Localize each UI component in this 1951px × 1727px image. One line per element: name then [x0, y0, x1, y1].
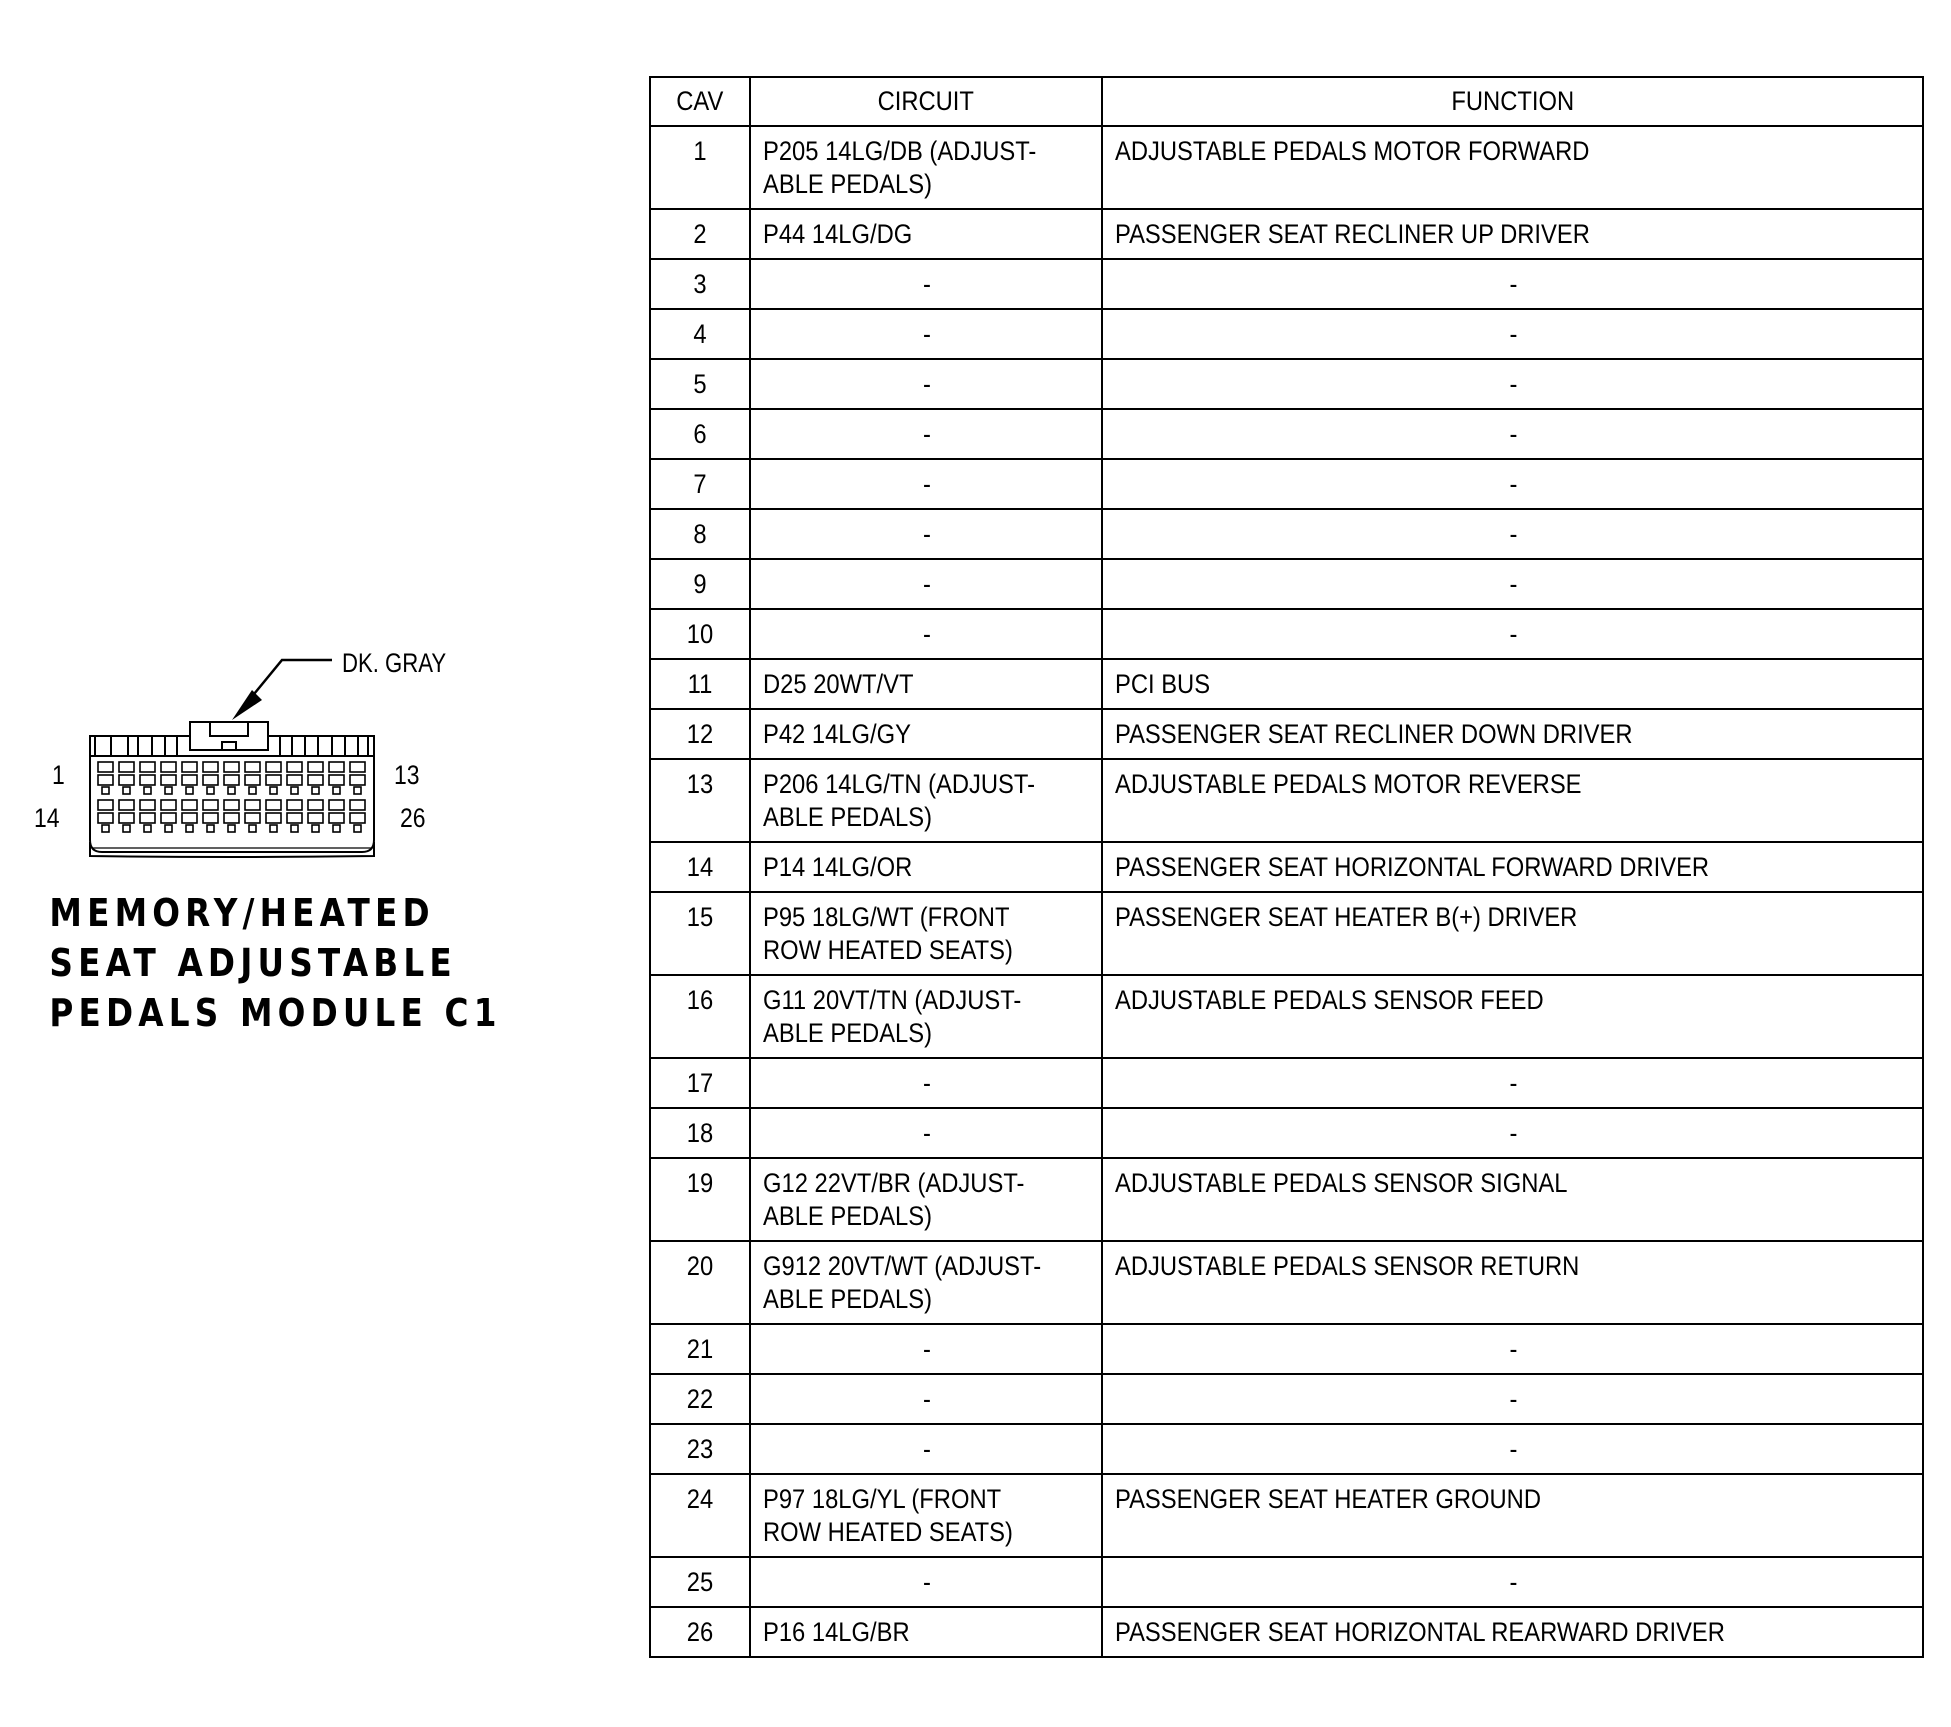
cavity-latch	[186, 787, 193, 794]
callout-arrow-head	[232, 690, 262, 720]
cell-circuit	[750, 1474, 1102, 1557]
cell-circuit	[750, 126, 1102, 209]
function-text: PASSENGER SEAT HEATER B(+) DRIVER	[1115, 902, 1578, 932]
circuit-text: -	[923, 269, 931, 299]
table-row	[650, 759, 1923, 842]
pin-label-bottom-right: 26	[400, 803, 426, 833]
cavity	[329, 813, 344, 823]
cavity	[161, 800, 176, 810]
cavity	[119, 800, 134, 810]
connector-title-line-2: SEAT ADJUSTABLE	[49, 941, 457, 985]
cell-cav	[650, 309, 750, 359]
function-text: -	[1509, 419, 1518, 449]
cell-circuit	[750, 1241, 1102, 1324]
function-text: ADJUSTABLE PEDALS SENSOR FEED	[1115, 985, 1544, 1015]
function-text: -	[1509, 1434, 1518, 1464]
cavity	[287, 775, 302, 785]
cell-function	[1102, 709, 1923, 759]
cavity	[182, 813, 197, 823]
cav-text: 1	[693, 136, 707, 166]
cell-cav	[650, 609, 750, 659]
cell-circuit	[750, 1108, 1102, 1158]
cell-circuit	[750, 359, 1102, 409]
function-text: -	[1509, 519, 1518, 549]
cell-function	[1102, 1158, 1923, 1241]
cav-text: 25	[686, 1567, 714, 1597]
cell-function	[1102, 842, 1923, 892]
cav-text: 17	[686, 1068, 714, 1098]
cavity	[245, 775, 260, 785]
cavity-latch	[144, 825, 151, 832]
circuit-text: P16 14LG/BR	[763, 1617, 910, 1647]
cell-function	[1102, 1474, 1923, 1557]
table-row	[650, 975, 1923, 1058]
function-text: ADJUSTABLE PEDALS SENSOR RETURN	[1115, 1251, 1580, 1281]
cell-cav	[650, 1374, 750, 1424]
pinout-table	[649, 76, 1924, 1658]
cavity-latch	[186, 825, 193, 832]
circuit-text: -	[923, 1434, 931, 1464]
cell-function	[1102, 259, 1923, 309]
cavity	[119, 775, 134, 785]
cavity	[140, 775, 155, 785]
cell-cav	[650, 759, 750, 842]
function-text: ADJUSTABLE PEDALS MOTOR REVERSE	[1115, 769, 1582, 799]
cell-cav	[650, 509, 750, 559]
cell-circuit	[750, 459, 1102, 509]
cell-cav	[650, 1474, 750, 1557]
cavity	[308, 813, 323, 823]
cell-function	[1102, 975, 1923, 1058]
circuit-text: P206 14LG/TN (ADJUST- ABLE PEDALS)	[763, 769, 1036, 832]
circuit-text: G12 22VT/BR (ADJUST- ABLE PEDALS)	[763, 1168, 1025, 1231]
circuit-text: P97 18LG/YL (FRONT ROW HEATED SEATS)	[763, 1484, 1013, 1547]
cavity-latch	[312, 787, 319, 794]
cavity	[350, 762, 365, 772]
cav-text: 15	[686, 902, 714, 932]
cav-text: 4	[693, 319, 707, 349]
circuit-text: -	[923, 1334, 931, 1364]
cav-text: 19	[686, 1168, 714, 1198]
cell-function	[1102, 359, 1923, 409]
header-circuit: CIRCUIT	[750, 77, 1102, 126]
function-text: -	[1509, 1334, 1518, 1364]
cavity-latch	[228, 787, 235, 794]
circuit-text: D25 20WT/VT	[763, 669, 914, 699]
cell-circuit	[750, 1424, 1102, 1474]
cav-text: 24	[686, 1484, 714, 1514]
function-text: -	[1509, 469, 1518, 499]
circuit-text: P44 14LG/DG	[763, 219, 913, 249]
table-row	[650, 509, 1923, 559]
cell-function	[1102, 1108, 1923, 1158]
cavity	[203, 762, 218, 772]
circuit-text: G912 20VT/WT (ADJUST- ABLE PEDALS)	[763, 1251, 1042, 1314]
cavity	[182, 762, 197, 772]
function-text: -	[1509, 319, 1518, 349]
table-row	[650, 309, 1923, 359]
cavity	[329, 800, 344, 810]
cell-function	[1102, 659, 1923, 709]
cavity	[182, 800, 197, 810]
function-text: -	[1509, 1068, 1518, 1098]
cavity	[224, 762, 239, 772]
cell-circuit	[750, 409, 1102, 459]
cell-cav	[650, 1241, 750, 1324]
cav-text: 9	[693, 569, 707, 599]
cavity	[140, 813, 155, 823]
cell-circuit	[750, 209, 1102, 259]
cell-cav	[650, 559, 750, 609]
cell-function	[1102, 459, 1923, 509]
cav-text: 6	[693, 419, 707, 449]
circuit-text: -	[923, 569, 931, 599]
cavity	[266, 762, 281, 772]
cav-text: 20	[686, 1251, 714, 1281]
cell-cav	[650, 892, 750, 975]
function-text: PASSENGER SEAT RECLINER DOWN DRIVER	[1115, 719, 1633, 749]
cavity	[308, 775, 323, 785]
circuit-text: -	[923, 1068, 931, 1098]
function-text: ADJUSTABLE PEDALS MOTOR FORWARD	[1115, 136, 1590, 166]
cell-circuit	[750, 609, 1102, 659]
cavity	[98, 775, 113, 785]
table-row	[650, 559, 1923, 609]
function-text: -	[1509, 1118, 1518, 1148]
cav-text: 2	[693, 219, 707, 249]
cell-circuit	[750, 892, 1102, 975]
cav-text: 21	[686, 1334, 714, 1364]
cell-function	[1102, 1324, 1923, 1374]
cavity	[350, 800, 365, 810]
table-row	[650, 1374, 1923, 1424]
cav-text: 8	[693, 519, 707, 549]
cavity	[224, 813, 239, 823]
circuit-text: -	[923, 1118, 931, 1148]
circuit-text: -	[923, 519, 931, 549]
cavity-latch	[354, 787, 361, 794]
cavity	[182, 775, 197, 785]
cavity-latch	[249, 787, 256, 794]
cell-cav	[650, 1424, 750, 1474]
connector-diagram	[0, 0, 640, 1100]
cav-text: 10	[686, 619, 714, 649]
cav-text: 13	[686, 769, 714, 799]
cavity-latch	[291, 787, 298, 794]
cav-text: 3	[693, 269, 707, 299]
cell-function	[1102, 609, 1923, 659]
cavity-latch	[291, 825, 298, 832]
cavity-latch	[333, 787, 340, 794]
function-text: -	[1509, 569, 1518, 599]
cavity	[161, 775, 176, 785]
cell-cav	[650, 359, 750, 409]
cav-text: 26	[686, 1617, 714, 1647]
table-row	[650, 1557, 1923, 1607]
cell-circuit	[750, 509, 1102, 559]
cell-cav	[650, 842, 750, 892]
cell-cav	[650, 659, 750, 709]
cell-circuit	[750, 709, 1102, 759]
cavity	[140, 762, 155, 772]
cell-circuit	[750, 759, 1102, 842]
cavity	[350, 813, 365, 823]
cell-function	[1102, 1241, 1923, 1324]
table-row	[650, 1108, 1923, 1158]
cell-function	[1102, 126, 1923, 209]
connector-color-label: DK. GRAY	[342, 648, 447, 678]
cell-function	[1102, 559, 1923, 609]
table-row	[650, 659, 1923, 709]
cell-circuit	[750, 1557, 1102, 1607]
cell-function	[1102, 409, 1923, 459]
cavity-latch	[165, 825, 172, 832]
cell-function	[1102, 509, 1923, 559]
function-text: ADJUSTABLE PEDALS SENSOR SIGNAL	[1115, 1168, 1568, 1198]
cavity	[245, 800, 260, 810]
circuit-text: P42 14LG/GY	[763, 719, 911, 749]
cavity	[98, 813, 113, 823]
cavity	[224, 775, 239, 785]
cell-function	[1102, 1424, 1923, 1474]
header-cav: CAV	[650, 77, 750, 126]
cavity	[98, 762, 113, 772]
cav-text: 12	[686, 719, 714, 749]
cavity-latch	[333, 825, 340, 832]
function-text: PASSENGER SEAT HORIZONTAL REARWARD DRIVER	[1115, 1617, 1725, 1647]
cav-text: 16	[686, 985, 714, 1015]
table-row	[650, 1058, 1923, 1108]
cav-text: 5	[693, 369, 707, 399]
function-text: PASSENGER SEAT HORIZONTAL FORWARD DRIVER	[1115, 852, 1710, 882]
pin-label-top-left: 1	[52, 760, 65, 790]
cell-circuit	[750, 1158, 1102, 1241]
function-text: -	[1509, 1567, 1518, 1597]
connector-title	[20, 888, 502, 1038]
connector-cavities	[98, 762, 365, 832]
cell-circuit	[750, 842, 1102, 892]
cell-circuit	[750, 975, 1102, 1058]
cell-circuit	[750, 1324, 1102, 1374]
table-row	[650, 1158, 1923, 1241]
table-row	[650, 359, 1923, 409]
cell-cav	[650, 1557, 750, 1607]
cell-function	[1102, 209, 1923, 259]
cell-function	[1102, 892, 1923, 975]
cavity	[287, 813, 302, 823]
cavity	[287, 762, 302, 772]
cavity	[245, 813, 260, 823]
cavity-latch	[102, 825, 109, 832]
table-body	[650, 126, 1923, 1657]
pin-label-top-right: 13	[394, 760, 420, 790]
cell-circuit	[750, 259, 1102, 309]
circuit-text: -	[923, 369, 931, 399]
cavity-latch	[312, 825, 319, 832]
cavity	[329, 762, 344, 772]
cavity	[266, 775, 281, 785]
cell-cav	[650, 1108, 750, 1158]
cavity-latch	[354, 825, 361, 832]
cell-circuit	[750, 1058, 1102, 1108]
cavity	[140, 800, 155, 810]
table-row	[650, 409, 1923, 459]
circuit-text: -	[923, 619, 931, 649]
circuit-text: P95 18LG/WT (FRONT ROW HEATED SEATS)	[763, 902, 1013, 965]
cavity	[119, 762, 134, 772]
table-header-row	[650, 77, 1923, 126]
cavity	[98, 800, 113, 810]
cavity	[266, 800, 281, 810]
circuit-text: -	[923, 469, 931, 499]
table-row	[650, 126, 1923, 209]
function-text: PASSENGER SEAT HEATER GROUND	[1115, 1484, 1542, 1514]
cell-circuit	[750, 1607, 1102, 1657]
cavity-latch	[270, 787, 277, 794]
cavity-latch	[123, 825, 130, 832]
table-row	[650, 1424, 1923, 1474]
table-row	[650, 1474, 1923, 1557]
cell-function	[1102, 1058, 1923, 1108]
table-row	[650, 842, 1923, 892]
cav-text: 11	[687, 669, 713, 699]
cell-function	[1102, 1374, 1923, 1424]
function-text: -	[1509, 369, 1518, 399]
table-row	[650, 459, 1923, 509]
cell-cav	[650, 126, 750, 209]
cavity	[203, 813, 218, 823]
cavity	[203, 775, 218, 785]
cavity	[119, 813, 134, 823]
cell-cav	[650, 1158, 750, 1241]
cav-text: 22	[686, 1384, 714, 1414]
cavity	[161, 762, 176, 772]
cav-text: 18	[686, 1118, 714, 1148]
cell-cav	[650, 259, 750, 309]
cell-function	[1102, 1607, 1923, 1657]
cell-function	[1102, 1557, 1923, 1607]
cavity	[350, 775, 365, 785]
cavity-latch	[144, 787, 151, 794]
cell-circuit	[750, 559, 1102, 609]
cell-cav	[650, 1607, 750, 1657]
table-row	[650, 1607, 1923, 1657]
cavity	[266, 813, 281, 823]
cavity	[287, 800, 302, 810]
function-text: -	[1509, 1384, 1518, 1414]
table-row	[650, 1324, 1923, 1374]
function-text: PCI BUS	[1115, 669, 1211, 699]
cell-circuit	[750, 659, 1102, 709]
circuit-text: G11 20VT/TN (ADJUST- ABLE PEDALS)	[763, 985, 1022, 1048]
cell-circuit	[750, 309, 1102, 359]
cell-cav	[650, 1324, 750, 1374]
function-text: PASSENGER SEAT RECLINER UP DRIVER	[1115, 219, 1590, 249]
table-row	[650, 209, 1923, 259]
cavity	[203, 800, 218, 810]
table-row	[650, 892, 1923, 975]
function-text: -	[1509, 269, 1518, 299]
cavity-latch	[270, 825, 277, 832]
cell-cav	[650, 1058, 750, 1108]
cavity-latch	[249, 825, 256, 832]
cell-cav	[650, 459, 750, 509]
cav-text: 14	[686, 852, 714, 882]
function-text: -	[1509, 619, 1518, 649]
table-row	[650, 1241, 1923, 1324]
cavity-latch	[123, 787, 130, 794]
cell-function	[1102, 759, 1923, 842]
cavity-latch	[207, 787, 214, 794]
connector-housing	[90, 722, 374, 857]
cav-text: 23	[686, 1434, 714, 1464]
connector-title-line-1: MEMORY/HEATED	[49, 891, 435, 935]
cell-cav	[650, 975, 750, 1058]
table-row	[650, 259, 1923, 309]
pin-label-bottom-left: 14	[34, 803, 60, 833]
cavity	[308, 800, 323, 810]
cavity-latch	[228, 825, 235, 832]
cell-cav	[650, 209, 750, 259]
circuit-text: P205 14LG/DB (ADJUST- ABLE PEDALS)	[763, 136, 1037, 199]
cavity	[308, 762, 323, 772]
cavity	[224, 800, 239, 810]
cavity-latch	[102, 787, 109, 794]
cavity	[161, 813, 176, 823]
cavity-latch	[207, 825, 214, 832]
cell-cav	[650, 409, 750, 459]
cell-circuit	[750, 1374, 1102, 1424]
cavity	[245, 762, 260, 772]
cell-function	[1102, 309, 1923, 359]
circuit-text: -	[923, 419, 931, 449]
circuit-text: -	[923, 1567, 931, 1597]
circuit-text: -	[923, 319, 931, 349]
header-function: FUNCTION	[1102, 77, 1923, 126]
cav-text: 7	[693, 469, 707, 499]
cell-cav	[650, 709, 750, 759]
cavity-latch	[165, 787, 172, 794]
circuit-text: -	[923, 1384, 931, 1414]
table-row	[650, 609, 1923, 659]
circuit-text: P14 14LG/OR	[763, 852, 913, 882]
table-row	[650, 709, 1923, 759]
cavity	[329, 775, 344, 785]
connector-title-line-3: PEDALS MODULE C1	[49, 991, 502, 1035]
